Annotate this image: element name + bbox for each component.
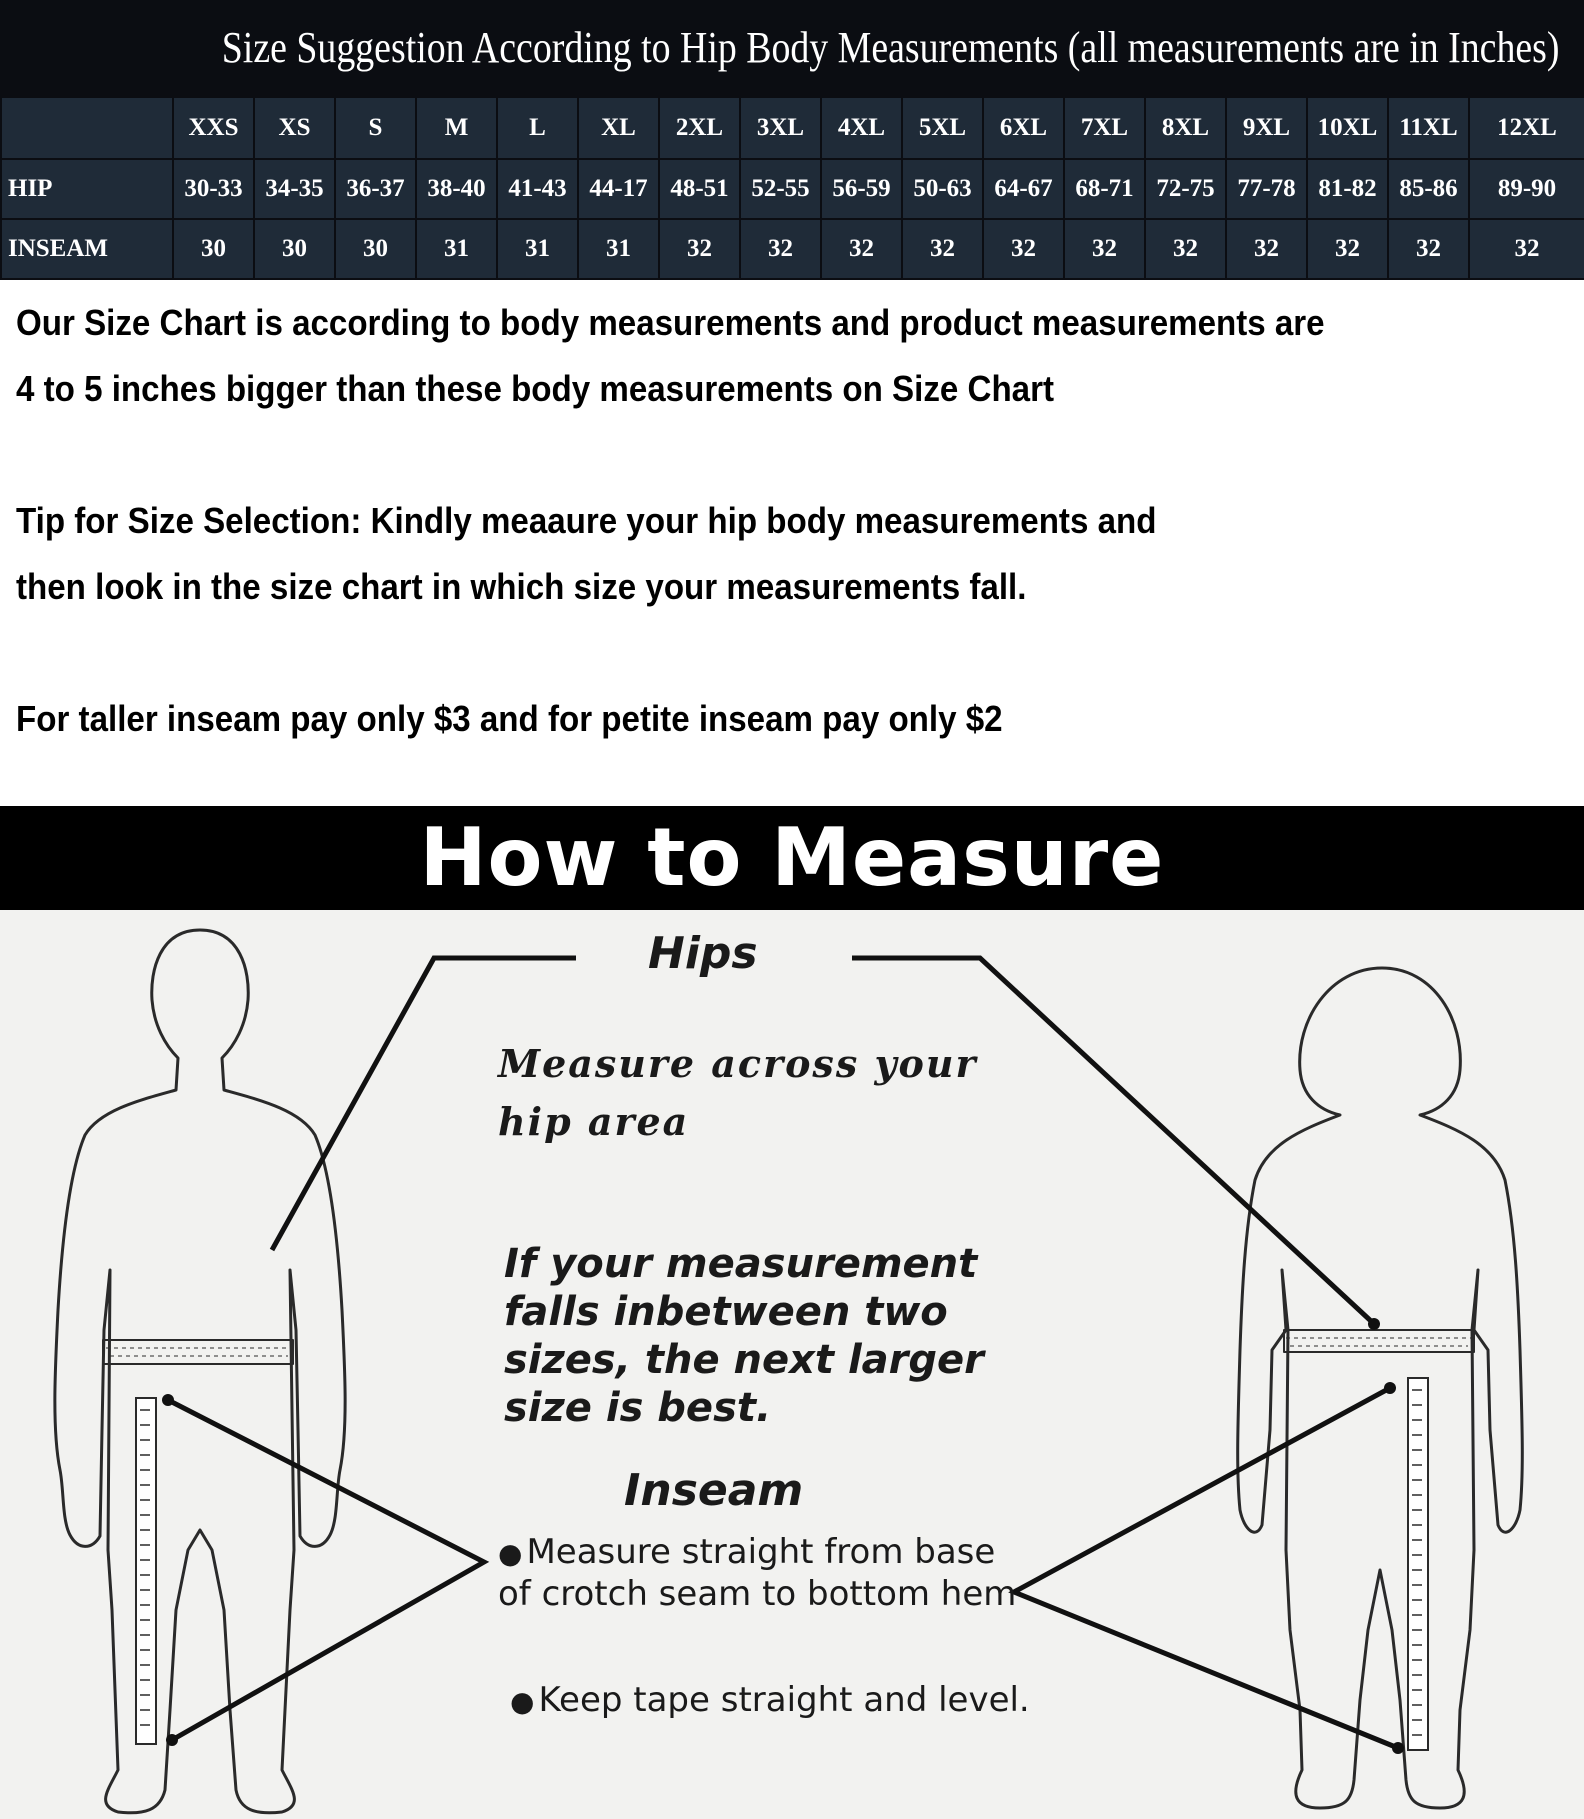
size-value-cell: 68-71 bbox=[1064, 159, 1145, 219]
inseam-price-note: For taller inseam pay only $3 and for petite inseam pay only $2 bbox=[16, 698, 1003, 739]
size-value-cell: 31 bbox=[497, 219, 578, 279]
size-value-cell: 30-33 bbox=[173, 159, 254, 219]
size-value-cell: 81-82 bbox=[1307, 159, 1388, 219]
size-row-label: INSEAM bbox=[1, 219, 173, 279]
size-value-cell: 89-90 bbox=[1469, 159, 1584, 219]
how-to-measure-title: How to Measure bbox=[0, 806, 1584, 910]
measuring-tape-icon bbox=[1408, 1378, 1428, 1750]
size-value-cell: 32 bbox=[1307, 219, 1388, 279]
size-header-cell: 7XL bbox=[1064, 97, 1145, 159]
size-value-cell: 32 bbox=[1145, 219, 1226, 279]
size-value-cell: 31 bbox=[416, 219, 497, 279]
measuring-tape-icon bbox=[136, 1398, 156, 1744]
size-header-cell: L bbox=[497, 97, 578, 159]
size-header-cell: XS bbox=[254, 97, 335, 159]
size-header-cell: 2XL bbox=[659, 97, 740, 159]
size-value-cell: 48-51 bbox=[659, 159, 740, 219]
size-header-cell: M bbox=[416, 97, 497, 159]
size-value-cell: 56-59 bbox=[821, 159, 902, 219]
inseam-heading: Inseam bbox=[624, 1465, 804, 1516]
size-notes bbox=[16, 290, 1556, 752]
size-value-cell: 36-37 bbox=[335, 159, 416, 219]
size-value-cell: 52-55 bbox=[740, 159, 821, 219]
size-value-cell: 50-63 bbox=[902, 159, 983, 219]
size-value-cell: 44-17 bbox=[578, 159, 659, 219]
inseam-bullet-1-text: Measure straight from base of crotch seam to bottom hem bbox=[498, 1532, 1017, 1614]
size-header-cell: 8XL bbox=[1145, 97, 1226, 159]
size-header-cell: 5XL bbox=[902, 97, 983, 159]
note-line-1: Our Size Chart is according to body measurements and product measurements are bbox=[16, 302, 1325, 343]
size-value-cell: 77-78 bbox=[1226, 159, 1307, 219]
note-line-2: 4 to 5 inches bigger than these body measurements on Size Chart bbox=[16, 368, 1055, 409]
size-value-cell: 30 bbox=[173, 219, 254, 279]
inseam-bullet-2 bbox=[510, 1680, 1030, 1722]
size-value-cell: 32 bbox=[983, 219, 1064, 279]
size-value-cell: 32 bbox=[1388, 219, 1469, 279]
size-header-cell: 3XL bbox=[740, 97, 821, 159]
size-chart bbox=[0, 0, 1584, 272]
size-value-cell: 64-67 bbox=[983, 159, 1064, 219]
size-value-cell: 30 bbox=[254, 219, 335, 279]
size-value-cell: 85-86 bbox=[1388, 159, 1469, 219]
size-table bbox=[0, 96, 1584, 280]
inseam-bullet-1 bbox=[498, 1532, 1018, 1615]
size-header-cell: 10XL bbox=[1307, 97, 1388, 159]
size-value-cell: 30 bbox=[335, 219, 416, 279]
tip-line-1: Tip for Size Selection: Kindly meaaure your hip body measurements and bbox=[16, 500, 1157, 541]
inseam-bullet-2-text: Keep tape straight and level. bbox=[538, 1680, 1030, 1720]
size-value-cell: 32 bbox=[902, 219, 983, 279]
between-sizes-advice: If your measurement falls inbetween two sizes, the next larger size is best. bbox=[504, 1241, 984, 1431]
size-value-cell: 72-75 bbox=[1145, 159, 1226, 219]
size-header-cell: 12XL bbox=[1469, 97, 1584, 159]
size-header-row bbox=[1, 97, 1584, 159]
size-header-cell: 4XL bbox=[821, 97, 902, 159]
tip-line-2: then look in the size chart in which size your measurements fall. bbox=[16, 566, 1027, 607]
hips-instruction: Measure across your hip area bbox=[498, 1041, 978, 1144]
hips-heading: Hips bbox=[648, 928, 758, 979]
size-header-blank bbox=[1, 97, 173, 159]
size-header-cell: XL bbox=[578, 97, 659, 159]
size-value-cell: 38-40 bbox=[416, 159, 497, 219]
size-row-inseam bbox=[1, 219, 1584, 279]
size-value-cell: 34-35 bbox=[254, 159, 335, 219]
size-value-cell: 32 bbox=[659, 219, 740, 279]
size-chart-title: Size Suggestion According to Hip Body Measurements (all measurements are in Inches) bbox=[221, 23, 1560, 72]
size-value-cell: 32 bbox=[1469, 219, 1584, 279]
size-value-cell: 41-43 bbox=[497, 159, 578, 219]
size-value-cell: 32 bbox=[821, 219, 902, 279]
size-header-cell: 11XL bbox=[1388, 97, 1469, 159]
female-figure-icon bbox=[1238, 968, 1523, 1808]
bullet-icon: ● bbox=[498, 1537, 523, 1570]
size-row-label: HIP bbox=[1, 159, 173, 219]
size-value-cell: 32 bbox=[1064, 219, 1145, 279]
size-header-cell: XXS bbox=[173, 97, 254, 159]
size-row-hip bbox=[1, 159, 1584, 219]
bullet-icon: ● bbox=[510, 1685, 535, 1718]
how-to-measure-panel bbox=[0, 910, 1584, 1819]
size-value-cell: 32 bbox=[1226, 219, 1307, 279]
size-header-cell: 9XL bbox=[1226, 97, 1307, 159]
size-value-cell: 32 bbox=[740, 219, 821, 279]
male-figure-icon bbox=[55, 930, 345, 1813]
size-value-cell: 31 bbox=[578, 219, 659, 279]
size-header-cell: S bbox=[335, 97, 416, 159]
size-header-cell: 6XL bbox=[983, 97, 1064, 159]
